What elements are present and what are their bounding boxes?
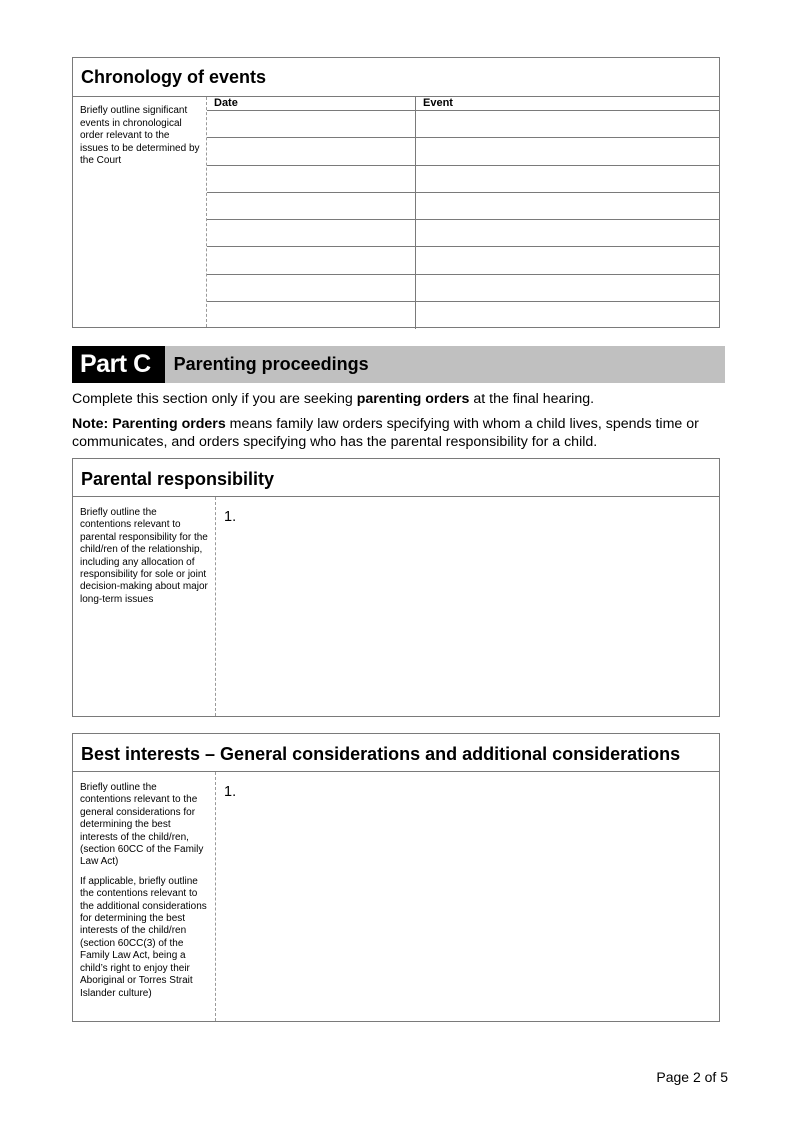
- chronology-section: [72, 57, 720, 328]
- event-cell[interactable]: [416, 193, 719, 219]
- table-row: [207, 193, 719, 220]
- event-cell[interactable]: [416, 166, 719, 192]
- date-cell[interactable]: [207, 220, 416, 246]
- page-number: Page 2 of 5: [656, 1069, 728, 1085]
- chronology-table: [207, 97, 719, 327]
- event-cell[interactable]: [416, 111, 719, 137]
- date-column-header: Date: [207, 97, 416, 110]
- table-row: [207, 275, 719, 302]
- intro-text-end: at the final hearing.: [469, 391, 595, 407]
- table-row: [207, 111, 719, 138]
- note-label: Note: Parenting orders: [72, 416, 226, 432]
- table-row: [207, 247, 719, 274]
- date-cell[interactable]: [207, 111, 416, 137]
- best-interests-answer-field[interactable]: [224, 784, 236, 800]
- event-cell[interactable]: [416, 275, 719, 301]
- part-c-header: [72, 346, 725, 383]
- intro-text: Complete this section only if you are seeking: [72, 391, 357, 407]
- part-c-intro: [72, 391, 732, 408]
- item-number: 1.: [224, 784, 237, 800]
- parental-responsibility-instructions: [73, 497, 216, 716]
- instructions-text: Briefly outline the contentions relevant to parental responsibility for the child/ren of the relationship, including any allocation of responsibility for sole or joint decision-making about major long-term issues: [80, 507, 208, 605]
- table-row: [207, 166, 719, 193]
- date-cell[interactable]: [207, 275, 416, 301]
- date-cell[interactable]: [207, 138, 416, 164]
- part-label: Part C: [72, 346, 165, 383]
- chronology-instructions: Briefly outline significant events in chronological order relevant to the issues to be determined by the Court: [73, 97, 207, 327]
- parental-responsibility-answer-field[interactable]: [224, 509, 236, 525]
- note-text: means family law orders specifying with whom a child lives, spends time or communicates, and orders specifying who has the parental responsibility for a child.: [72, 416, 699, 450]
- date-cell[interactable]: [207, 193, 416, 219]
- chronology-table-header: [207, 97, 719, 111]
- table-row: [207, 302, 719, 329]
- event-cell[interactable]: [416, 220, 719, 246]
- date-cell[interactable]: [207, 247, 416, 273]
- chronology-title: Chronology of events: [73, 58, 719, 97]
- best-interests-section: [72, 733, 720, 1022]
- event-cell[interactable]: [416, 247, 719, 273]
- best-interests-title: Best interests – General considerations and additional considerations: [73, 734, 719, 772]
- parenting-orders-note: [72, 416, 732, 451]
- parental-responsibility-title: Parental responsibility: [73, 459, 719, 497]
- intro-bold-text: parenting orders: [356, 391, 470, 407]
- instructions-text: Briefly outline the contentions relevant to the general considerations for determining the best interests of the child/ren, (section 60CC of the Family Law Act): [80, 782, 204, 868]
- item-number: 1.: [224, 509, 237, 525]
- part-title: Parenting proceedings: [173, 354, 369, 374]
- event-cell[interactable]: [416, 138, 719, 164]
- table-row: [207, 138, 719, 165]
- parental-responsibility-section: [72, 458, 720, 717]
- event-column-header: Event: [423, 97, 453, 109]
- event-cell[interactable]: [416, 302, 719, 329]
- date-cell[interactable]: [207, 166, 416, 192]
- table-row: [207, 220, 719, 247]
- date-cell[interactable]: [207, 302, 416, 329]
- instructions-text-additional: If applicable, briefly outline the contentions relevant to the additional considerations for determining the best interests of the child/ren (section 60CC(3) of the Family Law Act, being a child’s right to enjoy their Aboriginal or Torres Strait Islander culture): [80, 875, 207, 999]
- best-interests-instructions: [73, 772, 216, 1021]
